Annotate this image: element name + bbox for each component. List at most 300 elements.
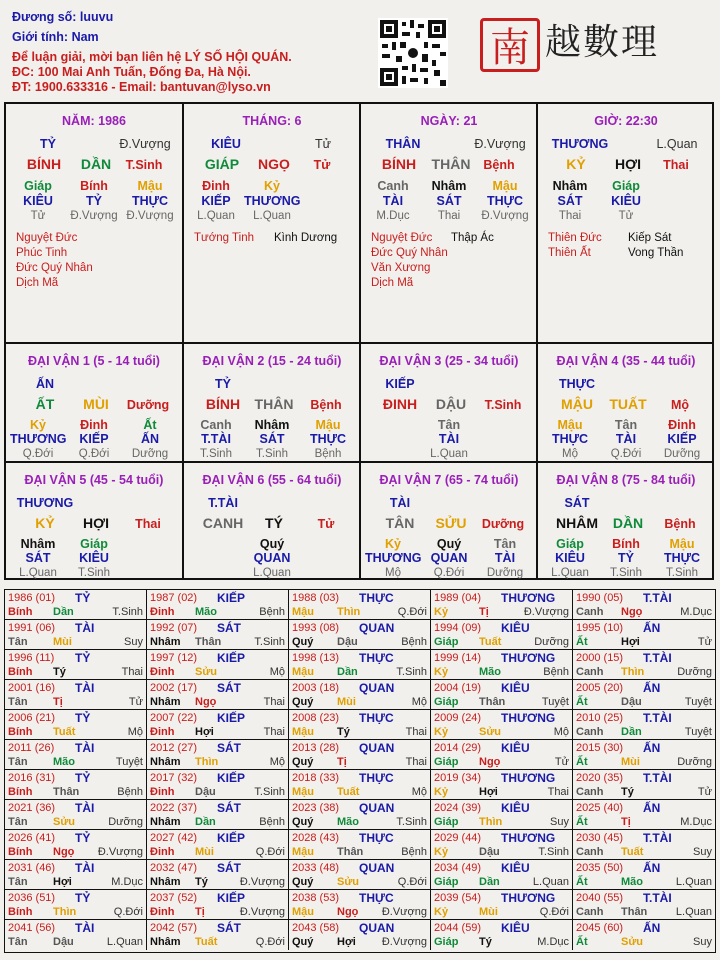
year-cell xyxy=(147,680,289,710)
year-chi: Tý xyxy=(337,726,350,738)
year-label: 2031 (46) xyxy=(8,862,56,874)
year-cell xyxy=(431,650,573,680)
year-can: Nhâm xyxy=(150,936,181,948)
year-cell xyxy=(5,890,147,920)
year-thap-than: TÀI xyxy=(75,801,95,815)
year-cell xyxy=(289,920,431,950)
than-sat-right: Vong Thần xyxy=(628,247,684,259)
year-can: Tân xyxy=(8,756,28,768)
pillar-chi-status: T.Sinh xyxy=(125,158,163,172)
year-label: 2004 (19) xyxy=(434,682,482,694)
year-status: Đ.Vượng xyxy=(239,876,285,888)
year-status: Đ.Vượng xyxy=(97,846,143,858)
year-label: 2043 (58) xyxy=(292,922,340,934)
than-sat-left: Dịch Mã xyxy=(371,277,414,289)
hidden-stem: Quý xyxy=(436,537,462,551)
year-label: 2037 (52) xyxy=(150,892,198,904)
year-label: 1998 (13) xyxy=(292,652,340,664)
hidden-god: KIÊU xyxy=(23,194,53,208)
year-can: Đinh xyxy=(150,726,175,738)
year-thap-than: T.TÀI xyxy=(643,711,672,725)
year-chi: Hợi xyxy=(621,636,640,648)
year-chi: Sửu xyxy=(195,666,218,678)
hidden-god: THỰC xyxy=(131,194,169,208)
dai-van-chi: TÝ xyxy=(265,515,283,531)
year-status: Bệnh xyxy=(401,846,427,858)
year-status: Thai xyxy=(121,666,143,678)
logo-text: 越數理 xyxy=(545,22,660,63)
hidden-status: L.Quan xyxy=(253,567,291,579)
year-can: Quý xyxy=(292,936,314,948)
year-thap-than: THƯƠNG xyxy=(501,771,556,785)
year-can: Mậu xyxy=(292,846,314,858)
year-can: Giáp xyxy=(434,876,459,888)
year-thap-than: KIẾP xyxy=(217,771,246,785)
hidden-status: L.Quan xyxy=(430,448,468,460)
year-can: Ất xyxy=(576,876,588,888)
year-status: Thai xyxy=(405,756,427,768)
year-chi: Mùi xyxy=(621,756,640,768)
year-can: Canh xyxy=(576,726,604,738)
year-label: 2024 (39) xyxy=(434,802,482,814)
pillar-thap-than-top: KIÊU xyxy=(211,137,241,151)
year-label: 2009 (24) xyxy=(434,712,482,724)
year-cell xyxy=(289,590,431,620)
year-label: 2023 (38) xyxy=(292,802,340,814)
dai-van-can: ĐINH xyxy=(382,396,418,412)
year-cell xyxy=(573,650,715,680)
year-status: Bệnh xyxy=(259,816,285,828)
dai-van-thap-than: ẤN xyxy=(35,377,55,391)
year-can: Đinh xyxy=(150,846,175,858)
year-chi: Sửu xyxy=(479,726,502,738)
year-thap-than: TÀI xyxy=(75,861,95,875)
dai-van-title: ĐẠI VẬN 1 (5 - 14 tuổi) xyxy=(28,354,160,368)
year-can: Đinh xyxy=(150,666,175,678)
year-thap-than: TỶ xyxy=(75,591,91,605)
year-thap-than: QUAN xyxy=(359,861,395,875)
hidden-stem: Giáp xyxy=(80,537,108,551)
year-can: Tân xyxy=(8,876,28,888)
year-status: Mộ xyxy=(411,786,427,798)
year-chi: Dậu xyxy=(195,786,216,798)
year-cell xyxy=(573,590,715,620)
year-cell xyxy=(289,860,431,890)
dai-van-chi-status: T.Sinh xyxy=(484,398,522,412)
hidden-status: Bệnh xyxy=(314,448,342,460)
hidden-god: T.TÀI xyxy=(201,432,231,446)
year-label: 1997 (12) xyxy=(150,652,198,664)
dai-van-chi-status: Dưỡng xyxy=(126,398,170,412)
year-status: Suy xyxy=(693,936,712,948)
pillar-thap-than-top: THÂN xyxy=(385,137,421,151)
hidden-stem: Giáp xyxy=(556,537,584,551)
year-status: Suy xyxy=(550,816,569,828)
hidden-stem: Mậu xyxy=(137,179,163,193)
year-thap-than: THỰC xyxy=(359,831,394,845)
hidden-status: L.Quan xyxy=(253,210,291,222)
year-label: 2010 (25) xyxy=(576,712,624,724)
year-cell xyxy=(5,920,147,950)
pillar-can: BÍNH xyxy=(26,156,62,172)
year-cell xyxy=(431,800,573,830)
year-status: Tử xyxy=(697,636,712,648)
year-can: Kỷ xyxy=(434,906,449,918)
year-cell xyxy=(147,800,289,830)
hidden-status: Q.Đới xyxy=(78,448,110,460)
year-thap-than: ẤN xyxy=(643,741,661,755)
dai-van-chi-status: Bệnh xyxy=(664,517,696,531)
year-cell xyxy=(289,680,431,710)
year-can: Tân xyxy=(8,816,28,828)
pillar-chi: HỢI xyxy=(615,156,641,172)
year-cell xyxy=(5,830,147,860)
year-status: T.Sinh xyxy=(396,816,427,828)
year-chi: Hợi xyxy=(337,936,356,948)
qr-code-icon xyxy=(378,18,448,88)
year-label: 2027 (42) xyxy=(150,832,198,844)
year-thap-than: SÁT xyxy=(217,861,241,875)
year-chi: Hợi xyxy=(53,876,72,888)
year-thap-than: TÀI xyxy=(75,621,95,635)
year-cell xyxy=(5,710,147,740)
year-can: Đinh xyxy=(150,786,175,798)
year-chi: Ngọ xyxy=(195,696,217,708)
year-can: Quý xyxy=(292,756,314,768)
hidden-god: QUAN xyxy=(253,551,291,565)
year-label: 1994 (09) xyxy=(434,622,482,634)
dai-van-chi-status: Bệnh xyxy=(310,398,342,412)
year-thap-than: T.TÀI xyxy=(643,591,672,605)
year-can: Quý xyxy=(292,816,314,828)
year-thap-than: ẤN xyxy=(643,801,661,815)
year-thap-than: TÀI xyxy=(75,681,95,695)
year-status: M.Dục xyxy=(537,936,569,948)
year-cell xyxy=(431,830,573,860)
hidden-god: KIẾP xyxy=(667,432,697,446)
hidden-god: THỰC xyxy=(309,432,347,446)
dai-van-chi: DẦN xyxy=(612,515,644,531)
dai-van-title: ĐẠI VẬN 6 (55 - 64 tuổi) xyxy=(202,473,342,487)
year-thap-than: SÁT xyxy=(217,621,241,635)
hidden-god: TÀI xyxy=(382,194,404,208)
dai-van-title: ĐẠI VẬN 8 (75 - 84 tuổi) xyxy=(556,473,696,487)
year-thap-than: KIÊU xyxy=(501,681,530,695)
year-thap-than: T.TÀI xyxy=(643,771,672,785)
year-chi: Mão xyxy=(337,816,359,828)
pillar-grid xyxy=(4,102,714,580)
year-cell xyxy=(147,620,289,650)
year-label: 2041 (56) xyxy=(8,922,56,934)
year-label: 2033 (48) xyxy=(292,862,340,874)
pillar-thap-than-top: TỶ xyxy=(40,137,56,151)
year-status: Dưỡng xyxy=(677,666,712,678)
hidden-stem: Giáp xyxy=(612,179,640,193)
year-status: T.Sinh xyxy=(254,786,285,798)
year-can: Nhâm xyxy=(150,816,181,828)
year-cell xyxy=(573,800,715,830)
year-thap-than: QUAN xyxy=(359,921,395,935)
hidden-god: SÁT xyxy=(259,432,285,446)
year-can: Ất xyxy=(576,756,588,768)
year-chi: Tý xyxy=(195,876,208,888)
year-thap-than: TỶ xyxy=(75,711,91,725)
year-status: Thai xyxy=(263,696,285,708)
year-label: 1988 (03) xyxy=(292,592,340,604)
hidden-stem: Canh xyxy=(377,179,409,193)
than-sat-right: Kiếp Sát xyxy=(628,232,672,244)
year-thap-than: TỶ xyxy=(75,831,91,845)
year-cell xyxy=(289,620,431,650)
hidden-god: THƯƠNG xyxy=(365,551,422,565)
dai-van-thap-than: SÁT xyxy=(564,496,590,510)
year-cell xyxy=(5,740,147,770)
year-status: Tử xyxy=(128,696,143,708)
year-can: Nhâm xyxy=(150,756,181,768)
year-chi: Sửu xyxy=(53,816,76,828)
year-cell xyxy=(573,620,715,650)
dai-van-can: ẤT xyxy=(35,396,55,412)
year-cell xyxy=(5,770,147,800)
year-label: 1987 (02) xyxy=(150,592,198,604)
year-cell xyxy=(147,920,289,950)
year-chi: Mão xyxy=(53,756,75,768)
year-cell xyxy=(147,860,289,890)
year-cell xyxy=(289,830,431,860)
year-chi: Dậu xyxy=(479,846,500,858)
year-status: Tử xyxy=(554,756,569,768)
year-label: 2002 (17) xyxy=(150,682,198,694)
year-chi: Ngọ xyxy=(621,606,643,618)
year-cell xyxy=(573,830,715,860)
year-label: 2007 (22) xyxy=(150,712,198,724)
year-thap-than: KIẾP xyxy=(217,831,246,845)
hidden-god: TỶ xyxy=(86,194,102,208)
year-status: T.Sinh xyxy=(112,606,143,618)
year-label: 2029 (44) xyxy=(434,832,482,844)
hidden-status: Dưỡng xyxy=(486,567,524,579)
hidden-status: L.Quan xyxy=(197,210,235,222)
hidden-stem: Canh xyxy=(200,418,232,432)
year-label: 1992 (07) xyxy=(150,622,198,634)
year-chi: Mùi xyxy=(337,696,356,708)
year-chi: Thìn xyxy=(195,756,219,768)
hidden-status: T.Sinh xyxy=(78,567,110,579)
hidden-stem: Đinh xyxy=(202,179,230,193)
dai-van-chi: SỬU xyxy=(435,515,467,531)
year-cell xyxy=(573,920,715,950)
year-cell xyxy=(431,860,573,890)
year-can: Giáp xyxy=(434,816,459,828)
year-status: Tuyệt xyxy=(684,726,712,738)
year-thap-than: ẤN xyxy=(643,861,661,875)
year-cell xyxy=(147,890,289,920)
dai-van-can: BÍNH xyxy=(205,396,241,412)
year-label: 2006 (21) xyxy=(8,712,56,724)
year-label: 2044 (59) xyxy=(434,922,482,934)
year-chi: Tuất xyxy=(621,846,644,858)
year-cell xyxy=(573,770,715,800)
year-label: 2016 (31) xyxy=(8,772,56,784)
year-status: Q.Đới xyxy=(539,906,569,918)
year-chi: Ngọ xyxy=(479,756,501,768)
year-label: 1999 (14) xyxy=(434,652,482,664)
dai-van-chi: HỢI xyxy=(83,515,109,531)
year-cell xyxy=(431,920,573,950)
hidden-stem: Mậu xyxy=(557,418,583,432)
year-can: Đinh xyxy=(150,606,175,618)
address-text: ĐC: 100 Mai Anh Tuấn, Đống Đa, Hà Nội. xyxy=(12,65,251,79)
hidden-stem: Kỷ xyxy=(385,537,401,551)
year-chi: Dậu xyxy=(53,936,74,948)
year-status: Dưỡng xyxy=(677,756,712,768)
year-chi: Mão xyxy=(479,666,501,678)
year-can: Ất xyxy=(576,696,588,708)
year-label: 2022 (37) xyxy=(150,802,198,814)
dai-van-title: ĐẠI VẬN 7 (65 - 74 tuổi) xyxy=(379,473,519,487)
year-cell xyxy=(431,770,573,800)
year-thap-than: TỶ xyxy=(75,891,91,905)
year-status: Suy xyxy=(693,846,712,858)
year-thap-than: THƯƠNG xyxy=(501,591,556,605)
year-chi: Dậu xyxy=(621,696,642,708)
year-can: Nhâm xyxy=(150,636,181,648)
dai-van-can: CANH xyxy=(202,515,244,531)
year-cell xyxy=(431,710,573,740)
pillar-chi: NGỌ xyxy=(258,156,290,172)
year-can: Canh xyxy=(576,786,604,798)
hidden-god: THỰC xyxy=(486,194,524,208)
hidden-god: THƯƠNG xyxy=(10,432,67,446)
year-label: 2005 (20) xyxy=(576,682,624,694)
year-cell xyxy=(5,860,147,890)
year-status: Q.Đới xyxy=(397,876,427,888)
dai-van-thap-than: TỶ xyxy=(215,377,231,391)
year-can: Kỷ xyxy=(434,786,449,798)
year-chi: Mùi xyxy=(53,636,72,648)
year-cell xyxy=(147,710,289,740)
year-thap-than: KIẾP xyxy=(217,711,246,725)
year-chi: Thìn xyxy=(53,906,77,918)
year-cell xyxy=(573,740,715,770)
year-thap-than: THƯƠNG xyxy=(501,831,556,845)
hidden-status: T.Sinh xyxy=(200,448,232,460)
hidden-god: KIÊU xyxy=(611,194,641,208)
year-label: 1989 (04) xyxy=(434,592,482,604)
hidden-status: Q.Đới xyxy=(433,567,465,579)
year-can: Ất xyxy=(576,816,588,828)
hidden-status: T.Sinh xyxy=(666,567,698,579)
hidden-stem: Mậu xyxy=(315,418,341,432)
hidden-stem: Nhâm xyxy=(254,418,290,432)
dai-van-title: ĐẠI VẬN 2 (15 - 24 tuổi) xyxy=(202,354,342,368)
year-can: Giáp xyxy=(434,936,459,948)
hidden-stem: Tân xyxy=(437,418,461,432)
hidden-god: TÀI xyxy=(494,551,516,565)
year-cell xyxy=(431,890,573,920)
year-label: 2028 (43) xyxy=(292,832,340,844)
dai-van-chi: THÂN xyxy=(254,396,294,412)
seal-stamp: 南 xyxy=(480,18,540,72)
year-label: 2019 (34) xyxy=(434,772,482,784)
dai-van-thap-than: TÀI xyxy=(389,496,411,510)
year-label: 1986 (01) xyxy=(8,592,56,604)
pillar-chi: THÂN xyxy=(431,156,471,172)
gioi-tinh: Giới tính: Nam xyxy=(12,30,99,44)
year-status: Bệnh xyxy=(259,606,285,618)
year-label: 2012 (27) xyxy=(150,742,198,754)
hidden-god: ẤN xyxy=(140,432,160,446)
year-status: Thai xyxy=(547,786,569,798)
hidden-god: THỰC xyxy=(551,432,589,446)
year-label: 2008 (23) xyxy=(292,712,340,724)
year-cell xyxy=(289,890,431,920)
year-status: Đ.Vượng xyxy=(381,906,427,918)
pillar-can-status: Tử xyxy=(314,137,331,151)
than-sat-left: Văn Xương xyxy=(371,262,431,274)
hidden-god: THỰC xyxy=(663,551,701,565)
year-cell xyxy=(573,860,715,890)
year-can: Nhâm xyxy=(150,696,181,708)
year-can: Tân xyxy=(8,636,28,648)
contact-text: Để luận giải, mời bạn liên hệ LÝ SỐ HỘI QUÁN. xyxy=(12,50,292,64)
year-label: 2026 (41) xyxy=(8,832,56,844)
year-thap-than: QUAN xyxy=(359,741,395,755)
year-chi: Thân xyxy=(621,906,648,918)
year-thap-than: THỰC xyxy=(359,591,394,605)
dai-van-chi-status: Mộ xyxy=(670,398,690,412)
hidden-stem: Bính xyxy=(612,537,640,551)
pillar-can-status: Đ.Vượng xyxy=(474,137,526,151)
year-chi: Tị xyxy=(337,756,347,768)
year-status: Q.Đới xyxy=(255,846,285,858)
hidden-god: TÀI xyxy=(438,432,460,446)
year-chi: Tị xyxy=(53,696,63,708)
year-label: 2040 (55) xyxy=(576,892,624,904)
hidden-stem: Kỷ xyxy=(264,179,280,193)
year-cell xyxy=(431,620,573,650)
year-status: Đ.Vượng xyxy=(381,936,427,948)
year-chi: Dậu xyxy=(337,636,358,648)
year-label: 2013 (28) xyxy=(292,742,340,754)
year-label: 2011 (26) xyxy=(8,742,55,754)
hidden-status: Thai xyxy=(437,210,461,222)
year-status: Mộ xyxy=(127,726,143,738)
year-label: 2042 (57) xyxy=(150,922,198,934)
year-can: Quý xyxy=(292,876,314,888)
year-status: Đ.Vượng xyxy=(523,606,569,618)
year-thap-than: ẤN xyxy=(643,621,661,635)
year-can: Ất xyxy=(576,636,588,648)
year-chi: Ngọ xyxy=(53,846,75,858)
pillar-can: BÍNH xyxy=(381,156,417,172)
year-chi: Thìn xyxy=(479,816,503,828)
hidden-stem: Nhâm xyxy=(20,537,56,551)
year-chi: Tuất xyxy=(53,726,76,738)
year-can: Bính xyxy=(8,786,33,798)
year-status: L.Quan xyxy=(106,936,143,948)
hidden-stem: Kỷ xyxy=(30,418,46,432)
year-status: L.Quan xyxy=(532,876,569,888)
year-cell xyxy=(289,650,431,680)
year-chi: Thìn xyxy=(337,606,361,618)
hidden-god: KIÊU xyxy=(79,551,109,565)
year-thap-than: SÁT xyxy=(217,921,241,935)
year-cell xyxy=(573,890,715,920)
hidden-stem: Mậu xyxy=(492,179,518,193)
year-chi: Dần xyxy=(621,726,642,738)
year-status: Đ.Vượng xyxy=(239,906,285,918)
